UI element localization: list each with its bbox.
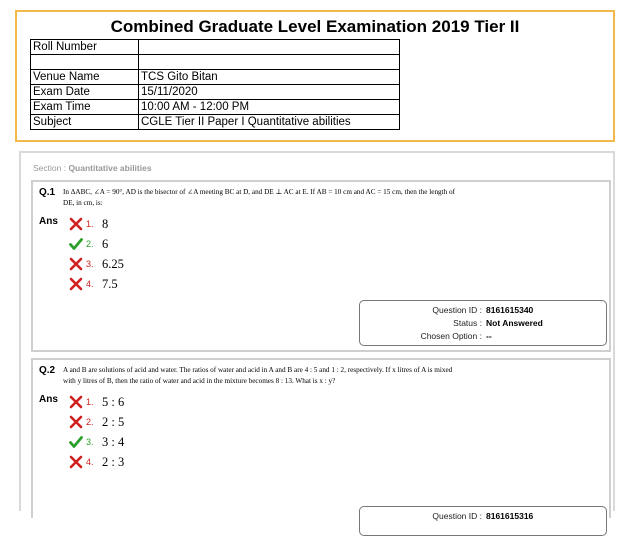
option — [69, 413, 124, 431]
option-text: 5 : 6 — [102, 394, 125, 409]
check-icon — [69, 435, 83, 449]
option — [69, 393, 124, 411]
info-label: Roll Number — [31, 40, 139, 55]
info-value — [139, 40, 400, 55]
info-label: Exam Time — [31, 100, 139, 115]
question-number: Q.1 — [39, 187, 56, 198]
meta-key: Chosen Option : — [420, 331, 482, 341]
option — [69, 255, 124, 273]
question-card — [31, 180, 611, 352]
option-number: 4. — [86, 457, 94, 467]
question-id: 8161615316 — [486, 511, 534, 521]
option-text: 6.25 — [102, 256, 124, 271]
meta-row — [360, 304, 606, 317]
table-row — [31, 100, 400, 115]
meta-row — [360, 510, 606, 523]
option-text: 2 : 5 — [102, 414, 125, 429]
exam-header — [15, 10, 615, 142]
option — [69, 275, 118, 293]
info-value: TCS Gito Bitan — [139, 70, 400, 85]
exam-title: Combined Graduate Level Examination 2019 Tier II — [110, 17, 520, 36]
option-number: 2. — [86, 239, 94, 249]
question-text: In ΔABC, ∠A = 90°, AD is the bisector of ∠A meeting BC at D, and DE ⊥ AC at E. If AB = 10 cm and AC = 15 cm, then the length of DE, in cm, is: — [63, 188, 456, 207]
section-prefix: Section : — [33, 163, 69, 173]
meta-row — [360, 317, 606, 330]
section-name: Quantitative abilities — [68, 163, 152, 173]
cross-icon — [69, 257, 83, 271]
question-card — [31, 358, 611, 521]
table-row — [31, 70, 400, 85]
option-number: 3. — [86, 259, 94, 269]
question-text: A and B are solutions of acid and water. The ratios of water and acid in A and B are 4 : 5 and 1 : 2, respectively. If x litres of A is mixed with y litres of B, then the ratio of water and acid in the mixture becomes 8 : 13. What is x : y? — [63, 366, 453, 385]
cross-icon — [69, 395, 83, 409]
section-label — [33, 163, 152, 173]
info-label — [31, 55, 139, 70]
option-number: 4. — [86, 279, 94, 289]
option-number: 2. — [86, 417, 94, 427]
option — [69, 453, 124, 471]
option — [69, 433, 124, 451]
info-value: CGLE Tier II Paper I Quantitative abilities — [139, 115, 400, 130]
option-text: 3 : 4 — [102, 434, 125, 449]
table-row — [31, 115, 400, 130]
table-row — [31, 85, 400, 100]
cross-icon — [69, 455, 83, 469]
cross-icon — [69, 277, 83, 291]
chosen-option-value: -- — [486, 331, 492, 341]
option-number: 1. — [86, 219, 94, 229]
status-value: Not Answered — [486, 318, 543, 328]
section-panel — [19, 151, 615, 521]
candidate-info-table — [30, 39, 400, 130]
question-meta — [359, 300, 607, 346]
meta-key: Question ID : — [432, 305, 482, 315]
option — [69, 215, 108, 233]
ans-label: Ans — [39, 394, 58, 405]
option-text: 7.5 — [102, 276, 118, 291]
question-number: Q.2 — [39, 365, 56, 376]
info-label: Subject — [31, 115, 139, 130]
option-number: 1. — [86, 397, 94, 407]
meta-row — [360, 330, 606, 343]
table-row — [31, 40, 400, 55]
check-icon — [69, 237, 83, 251]
cross-icon — [69, 217, 83, 231]
info-label: Exam Date — [31, 85, 139, 100]
info-label: Venue Name — [31, 70, 139, 85]
question-meta — [359, 506, 607, 536]
option — [69, 235, 108, 253]
cross-icon — [69, 415, 83, 429]
meta-key: Status : — [453, 318, 482, 328]
info-value — [139, 55, 400, 70]
info-value: 10:00 AM - 12:00 PM — [139, 100, 400, 115]
option-text: 8 — [102, 216, 109, 231]
question-id: 8161615340 — [486, 305, 534, 315]
info-value: 15/11/2020 — [139, 85, 400, 100]
option-number: 3. — [86, 437, 94, 447]
option-text: 2 : 3 — [102, 454, 125, 469]
meta-key: Question ID : — [432, 511, 482, 521]
option-text: 6 — [102, 236, 109, 251]
ans-label: Ans — [39, 216, 58, 227]
table-row — [31, 55, 400, 70]
